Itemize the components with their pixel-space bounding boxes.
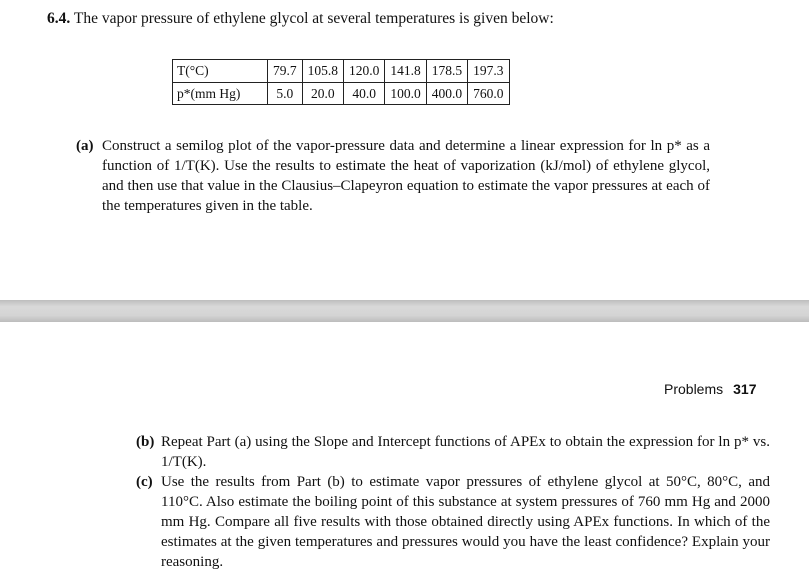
page-divider xyxy=(0,300,809,322)
table-cell: 20.0 xyxy=(302,83,343,105)
part-c-text: Use the results from Part (b) to estimate vapor pressures of ethylene glycol at 50°C, 80°C, and 110°C. Also estimate the boiling point of this substance at system pressures of 760 mm Hg and 2000 mm Hg. Compare all five results with those obtained directly using APEx functions. In which of the estimates at the given temperatures and pressures would you have the least confidence? Explain your reasoning. xyxy=(161,474,770,570)
table-row-pressure xyxy=(173,83,510,105)
table-cell: 40.0 xyxy=(344,83,385,105)
part-a-tag: (a) xyxy=(76,138,94,154)
table-cell: 120.0 xyxy=(344,60,385,83)
table-row-label: T(°C) xyxy=(173,60,268,83)
table-cell: 5.0 xyxy=(268,83,303,105)
running-head-label: Problems xyxy=(664,381,724,397)
table-cell: 178.5 xyxy=(426,60,467,83)
problem-number: 6.4. xyxy=(47,10,71,27)
part-b-text: Repeat Part (a) using the Slope and Intercept functions of APEx to obtain the expression for ln p* vs. 1/T(K). xyxy=(161,434,770,470)
part-a xyxy=(76,136,710,216)
problem-header xyxy=(47,9,554,29)
table-cell: 100.0 xyxy=(385,83,426,105)
table-cell: 197.3 xyxy=(468,60,509,83)
vapor-pressure-table xyxy=(172,59,510,105)
running-head xyxy=(664,381,757,397)
problem-statement: The vapor pressure of ethylene glycol at several temperatures is given below: xyxy=(73,10,554,27)
table-row-temperature xyxy=(173,60,510,83)
table-row-label: p*(mm Hg) xyxy=(173,83,268,105)
table-cell: 105.8 xyxy=(302,60,343,83)
part-c-tag: (c) xyxy=(136,474,153,490)
part-a-text: Construct a semilog plot of the vapor-pressure data and determine a linear expression for ln p* as a function of 1/T(K). Use the results to estimate the heat of vaporization (kJ/mol) of ethylene glycol, and then use that value in the Clausius–Clapeyron equation to estimate the vapor pressures at each of the temperatures given in the table. xyxy=(102,138,710,214)
part-c xyxy=(136,472,770,572)
part-b-tag: (b) xyxy=(136,434,155,450)
table-cell: 760.0 xyxy=(468,83,509,105)
page-number: 317 xyxy=(733,381,757,397)
table-cell: 141.8 xyxy=(385,60,426,83)
table-cell: 79.7 xyxy=(268,60,303,83)
table-cell: 400.0 xyxy=(426,83,467,105)
part-b xyxy=(136,432,770,472)
